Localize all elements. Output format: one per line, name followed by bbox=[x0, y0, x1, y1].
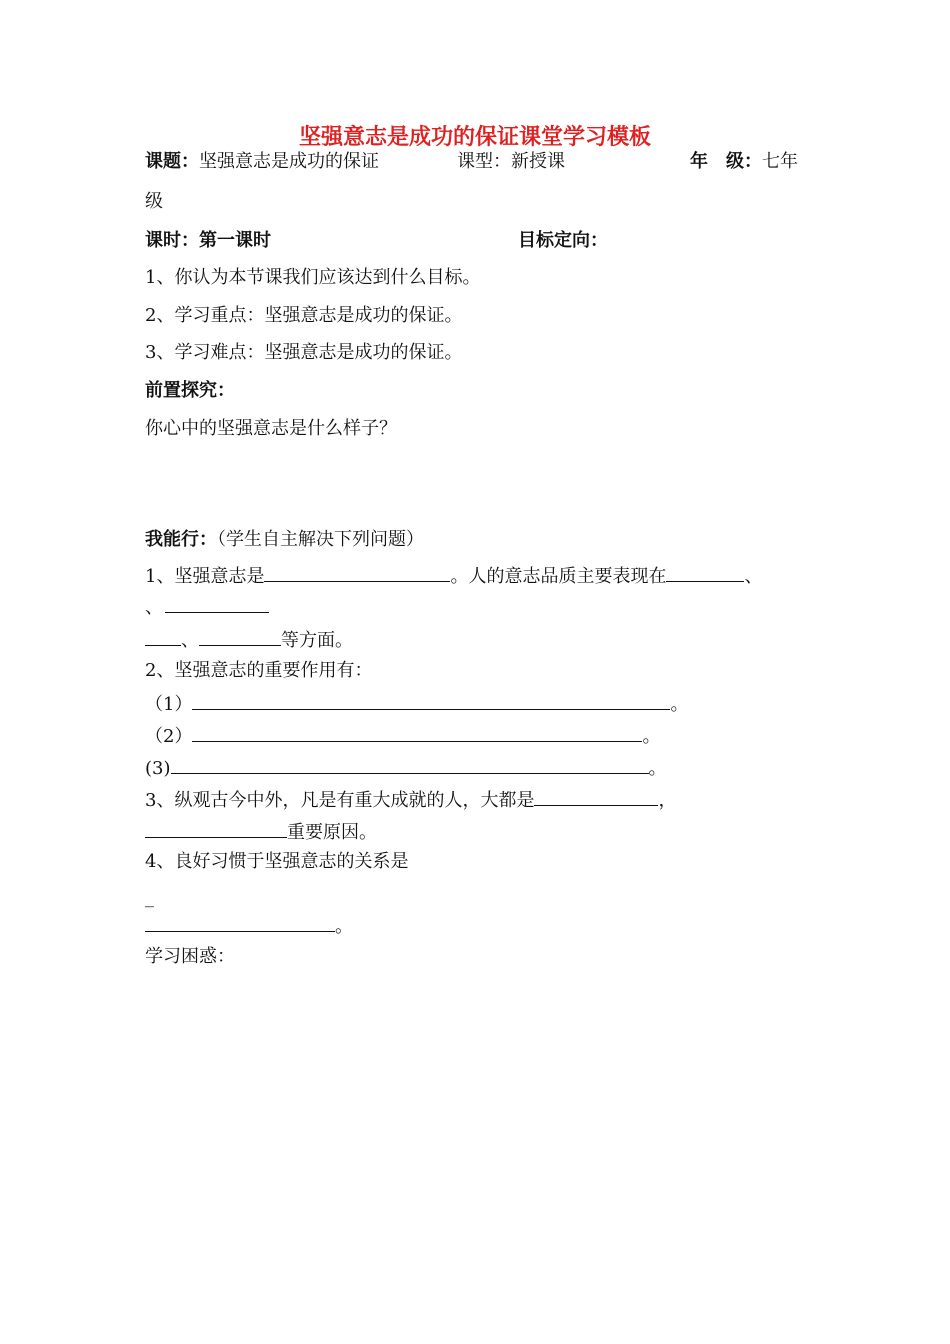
answer-blank-1e[interactable] bbox=[199, 627, 281, 646]
question-1-separator: 、 bbox=[744, 566, 763, 587]
question-1-mid: 。人的意志品质主要表现在 bbox=[450, 566, 667, 587]
preview-heading: 前置探究： bbox=[145, 380, 235, 401]
question-1-suffix: 等方面。 bbox=[281, 630, 353, 651]
question-3-row-2 bbox=[145, 819, 377, 843]
goal-item-2: 2、学习重点：坚强意志是成功的保证。 bbox=[145, 305, 463, 326]
question-2-item-3-label: (3) bbox=[145, 758, 171, 779]
page-title: 坚强意志是成功的保证课堂学习模板 bbox=[298, 125, 651, 150]
period-label: 课时：第一课时 bbox=[145, 230, 271, 251]
question-1-row-2 bbox=[145, 594, 269, 618]
question-2-item-1 bbox=[145, 691, 688, 715]
answer-blank-3a[interactable] bbox=[534, 787, 658, 806]
preview-question: 你心中的坚强意志是什么样子？ bbox=[145, 418, 397, 439]
answer-blank-1d[interactable] bbox=[145, 627, 181, 646]
question-2-item-1-label: （1） bbox=[145, 694, 193, 715]
question-2-item-2 bbox=[145, 723, 660, 747]
practice-heading: 我能行： bbox=[145, 529, 217, 550]
answer-blank-1a[interactable] bbox=[264, 563, 450, 582]
question-1-separator-3: 、 bbox=[181, 630, 199, 651]
grade-field bbox=[690, 150, 798, 174]
question-4-dash: _ bbox=[145, 887, 154, 908]
answer-blank-1c[interactable] bbox=[165, 594, 269, 613]
practice-heading-row bbox=[145, 528, 424, 552]
question-4-row-2 bbox=[145, 913, 353, 937]
question-3-comma: ， bbox=[658, 790, 677, 811]
answer-blank-1b[interactable] bbox=[666, 563, 744, 582]
grade-value-continued: 级 bbox=[145, 191, 163, 212]
question-1-row-3 bbox=[145, 627, 353, 651]
question-1-separator-2: 、 bbox=[145, 597, 163, 618]
type-label: 课型： bbox=[457, 151, 511, 172]
answer-blank-4[interactable] bbox=[145, 913, 335, 932]
goal-label: 目标定向： bbox=[518, 230, 608, 251]
question-3-row bbox=[145, 787, 676, 811]
question-1-prefix: 1、坚强意志是 bbox=[145, 566, 265, 587]
answer-blank-2-3[interactable] bbox=[171, 755, 649, 774]
question-2-item-2-period: 。 bbox=[642, 726, 661, 747]
doubts-heading: 学习困惑： bbox=[145, 946, 235, 967]
question-4: 4、良好习惯于坚强意志的关系是 bbox=[145, 851, 409, 872]
type-value: 新授课 bbox=[511, 151, 565, 172]
question-2-item-1-period: 。 bbox=[670, 694, 689, 715]
question-2: 2、坚强意志的重要作用有： bbox=[145, 660, 373, 681]
answer-blank-2-1[interactable] bbox=[192, 691, 670, 710]
question-4-period: 。 bbox=[335, 916, 353, 937]
question-2-item-3 bbox=[145, 755, 667, 779]
question-3-prefix: 3、纵观古今中外，凡是有重大成就的人，大都是 bbox=[145, 790, 535, 811]
question-1-row bbox=[145, 563, 762, 587]
answer-blank-3b[interactable] bbox=[145, 819, 287, 838]
grade-value: 七年 bbox=[762, 151, 798, 172]
practice-note: （学生自主解决下列问题） bbox=[217, 529, 424, 550]
answer-blank-2-2[interactable] bbox=[192, 723, 642, 742]
question-2-item-2-label: （2） bbox=[145, 726, 193, 747]
grade-label: 年 级： bbox=[690, 151, 762, 172]
type-field bbox=[457, 150, 565, 174]
topic-value: 坚强意志是成功的保证 bbox=[199, 151, 379, 172]
question-2-item-3-period: 。 bbox=[648, 758, 667, 779]
header-row bbox=[145, 150, 379, 174]
goal-item-1: 1、你认为本节课我们应该达到什么目标。 bbox=[145, 267, 481, 288]
goal-item-3: 3、学习难点：坚强意志是成功的保证。 bbox=[145, 342, 463, 363]
topic-label: 课题： bbox=[145, 151, 199, 172]
question-3-suffix: 重要原因。 bbox=[287, 822, 377, 843]
